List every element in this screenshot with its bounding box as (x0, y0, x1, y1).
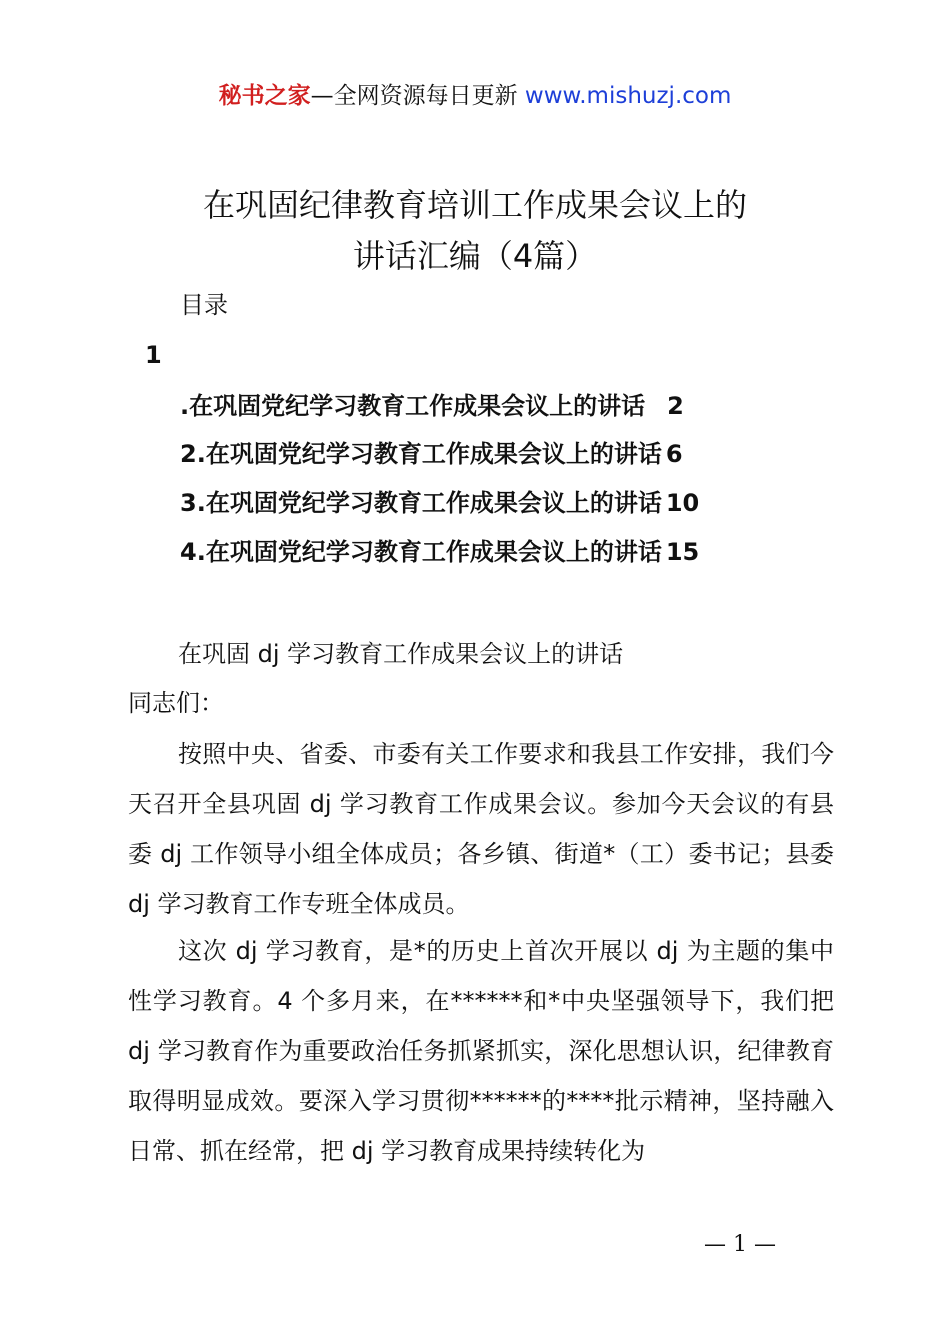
body-paragraph: 按照中央、省委、市委有关工作要求和我县工作安排，我们今天召开全县巩固 dj 学习教育工作成果会议。参加今天会议的有县委 dj 工作领导小组全体成员；各乡镇、街道*（工）委书记；县委 dj 学习教育工作专班全体成员。 (128, 740, 834, 918)
page-number-footer: — 1 — (704, 1232, 776, 1257)
document-title-line-1: 在巩固纪律教育培训工作成果会议上的 (202, 186, 747, 224)
toc-item-page: 15 (665, 538, 700, 566)
speech-salutation: 同志们： (128, 689, 224, 717)
body-paragraph: 这次 dj 学习教育，是*的历史上首次开展以 dj 为主题的集中性学习教育。4 个多月来，在******和*中央坚强领导下，我们把 dj 学习教育作为重要政治任务抓紧抓实，深化思想认识，纪律教育取得明显成效。要深入学习贯彻******的****批示精神，坚持融入日常、抓在经常，把 dj 学习教育成果持续转化为 (128, 937, 834, 1165)
toc-item-text: .在巩固党纪学习教育工作成果会议上的讲话 (180, 392, 646, 420)
toc-item-text: 3.在巩固党纪学习教育工作成果会议上的讲话 (180, 489, 662, 517)
site-slogan: —全网资源每日更新 (310, 83, 518, 109)
toc-item[interactable] (180, 389, 684, 423)
toc-item-page: 2 (667, 392, 684, 420)
document-title-line-2: 讲话汇编（4篇） (352, 237, 598, 275)
speech-title: 在巩固 dj 学习教育工作成果会议上的讲话 (178, 640, 624, 668)
toc-leading-number: 1 (145, 341, 162, 369)
site-header-banner (0, 80, 950, 112)
toc-item[interactable] (180, 486, 699, 520)
toc-item-page: 6 (665, 440, 683, 468)
toc-heading: 目录 (180, 291, 228, 319)
site-url-link[interactable]: www.mishuzj.com (524, 83, 732, 109)
toc-item-text: 4.在巩固党纪学习教育工作成果会议上的讲话 (180, 538, 662, 566)
toc-item[interactable] (180, 437, 683, 471)
site-brand: 秘书之家 (218, 83, 311, 109)
toc-item-page: 10 (665, 489, 700, 517)
toc-item[interactable] (180, 535, 699, 569)
toc-item-text: 2.在巩固党纪学习教育工作成果会议上的讲话 (180, 440, 662, 468)
